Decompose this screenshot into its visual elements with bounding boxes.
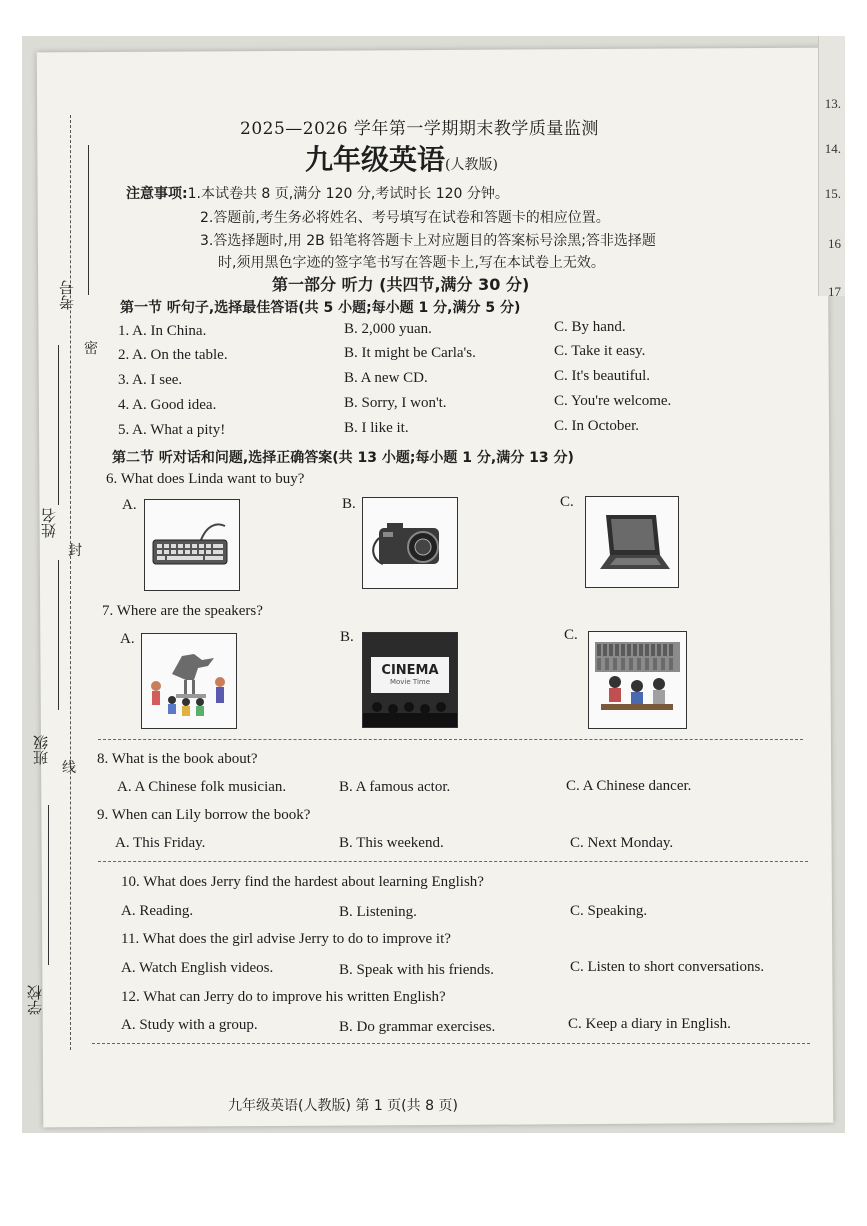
q2-option-c: C. Take it easy. bbox=[554, 343, 646, 359]
laptop-icon bbox=[586, 497, 678, 587]
q5-option-b: B. I like it. bbox=[344, 420, 409, 436]
q10-stem: 10. What does Jerry find the hardest about learning English? bbox=[121, 874, 484, 890]
q6-label-c: C. bbox=[560, 494, 574, 510]
subject-title bbox=[305, 138, 498, 178]
q1-option-c: C. By hand. bbox=[554, 319, 626, 335]
q1-option-a: 1. A. In China. bbox=[118, 323, 207, 339]
q10-option-a: A. Reading. bbox=[121, 903, 194, 919]
divider bbox=[92, 1043, 810, 1044]
seal-xian: 线 bbox=[62, 760, 76, 776]
page-footer: 九年级英语(人教版) 第 1 页(共 8 页) bbox=[228, 1098, 458, 1114]
xuexiao-line bbox=[48, 805, 49, 965]
q8-option-c: C. A Chinese dancer. bbox=[566, 778, 692, 794]
q4-option-b: B. Sorry, I won't. bbox=[344, 395, 447, 411]
q5-option-a: 5. A. What a pity! bbox=[118, 422, 226, 438]
xuexiao-label: 学校 bbox=[26, 985, 44, 1015]
cinema-sign: CINEMA bbox=[381, 663, 439, 678]
q11-option-b: B. Speak with his friends. bbox=[339, 962, 494, 978]
q12-option-b: B. Do grammar exercises. bbox=[339, 1019, 496, 1035]
q3-option-a: 3. A. I see. bbox=[118, 372, 183, 388]
side-number: 14. bbox=[824, 141, 841, 156]
banji-line bbox=[58, 560, 59, 710]
q2-option-b: B. It might be Carla's. bbox=[344, 345, 476, 361]
banji-label: 班级 bbox=[32, 735, 50, 765]
q10-option-c: C. Speaking. bbox=[570, 903, 648, 919]
binding-dashed-line bbox=[70, 115, 72, 1050]
notice-line-3: 3.答选择题时,用 2B 铅笔将答题卡上对应题目的答案标号涂黑;答非选择题 bbox=[200, 233, 656, 249]
q11-option-a: A. Watch English videos. bbox=[121, 960, 274, 976]
audience-icon bbox=[363, 695, 457, 727]
q11-stem: 11. What does the girl advise Jerry to do to improve it? bbox=[121, 931, 451, 947]
cinema-screen bbox=[371, 657, 449, 693]
keyboard-picture bbox=[144, 499, 240, 591]
camera-picture bbox=[362, 497, 458, 589]
cinema-picture bbox=[362, 632, 458, 728]
q7-label-c: C. bbox=[564, 627, 578, 643]
q12-option-c: C. Keep a diary in English. bbox=[568, 1016, 731, 1032]
q9-option-c: C. Next Monday. bbox=[570, 835, 674, 851]
side-number: 16 bbox=[828, 236, 841, 251]
section1-title: 第一节 听句子,选择最佳答语(共 5 小题;每小题 1 分,满分 5 分) bbox=[120, 300, 521, 316]
notice-line-4: 时,须用黑色字迹的签字笔书写在答题卡上,写在本试卷上无效。 bbox=[218, 255, 605, 271]
q8-stem: 8. What is the book about? bbox=[97, 751, 258, 767]
camera-icon bbox=[363, 498, 457, 588]
subject-name: 九年级英语 bbox=[305, 143, 446, 176]
part1-title: 第一部分 听力 (共四节,满分 30 分) bbox=[272, 275, 530, 294]
q8-option-a: A. A Chinese folk musician. bbox=[117, 779, 287, 795]
q10-option-b: B. Listening. bbox=[339, 904, 417, 920]
q11-option-c: C. Listen to short conversations. bbox=[570, 959, 765, 975]
q9-stem: 9. When can Lily borrow the book? bbox=[97, 807, 311, 823]
xingming-line bbox=[58, 345, 59, 505]
notice-line-2: 2.答题前,考生务必将姓名、考号填写在试卷和答题卡的相应位置。 bbox=[200, 210, 610, 226]
q6-label-a: A. bbox=[122, 497, 137, 513]
q6-stem: 6. What does Linda want to buy? bbox=[106, 471, 305, 487]
q7-stem: 7. Where are the speakers? bbox=[102, 603, 263, 619]
q3-option-c: C. It's beautiful. bbox=[554, 368, 651, 384]
edition: (人教版) bbox=[445, 157, 498, 173]
kaohao-line bbox=[88, 145, 89, 295]
q4-option-a: 4. A. Good idea. bbox=[118, 397, 217, 413]
laptop-picture bbox=[585, 496, 679, 588]
q3-option-b: B. A new CD. bbox=[344, 370, 428, 386]
keyboard-icon bbox=[145, 500, 239, 590]
library-icon bbox=[589, 632, 686, 728]
dinosaur-icon bbox=[142, 634, 236, 728]
q7-label-a: A. bbox=[120, 631, 135, 647]
q12-option-a: A. Study with a group. bbox=[121, 1017, 258, 1033]
q2-option-a: 2. A. On the table. bbox=[118, 347, 228, 363]
museum-picture bbox=[141, 633, 237, 729]
seal-mi: 密 bbox=[84, 341, 98, 357]
cinema-subtitle: Movie Time bbox=[389, 678, 431, 686]
side-number: 17 bbox=[828, 284, 841, 299]
q1-option-b: B. 2,000 yuan. bbox=[344, 321, 432, 337]
q7-label-b: B. bbox=[340, 629, 354, 645]
divider bbox=[98, 739, 803, 740]
q12-stem: 12. What can Jerry do to improve his written English? bbox=[121, 989, 446, 1005]
divider bbox=[98, 861, 808, 862]
xingming-label: 姓名 bbox=[40, 508, 58, 538]
q4-option-c: C. You're welcome. bbox=[554, 393, 672, 409]
q9-option-a: A. This Friday. bbox=[115, 835, 206, 851]
exam-title: 2025—2026 学年第一学期期末教学质量监测 bbox=[240, 119, 599, 139]
kaohao-label: 考号 bbox=[58, 280, 76, 310]
section2-title: 第二节 听对话和问题,选择正确答案(共 13 小题;每小题 1 分,满分 13 分) bbox=[112, 450, 574, 466]
notice-line-1: 注意事项:1.本试卷共 8 页,满分 120 分,考试时长 120 分钟。 bbox=[126, 186, 509, 202]
notice-label: 注意事项: bbox=[126, 186, 188, 202]
side-number: 13. bbox=[824, 96, 841, 111]
seal-feng: 封 bbox=[68, 543, 82, 559]
q9-option-b: B. This weekend. bbox=[339, 835, 444, 851]
q8-option-b: B. A famous actor. bbox=[339, 779, 451, 795]
side-number: 15. bbox=[824, 186, 841, 201]
q5-option-c: C. In October. bbox=[554, 418, 639, 434]
q6-label-b: B. bbox=[342, 496, 356, 512]
library-picture bbox=[588, 631, 687, 729]
next-page-edge bbox=[818, 36, 845, 299]
